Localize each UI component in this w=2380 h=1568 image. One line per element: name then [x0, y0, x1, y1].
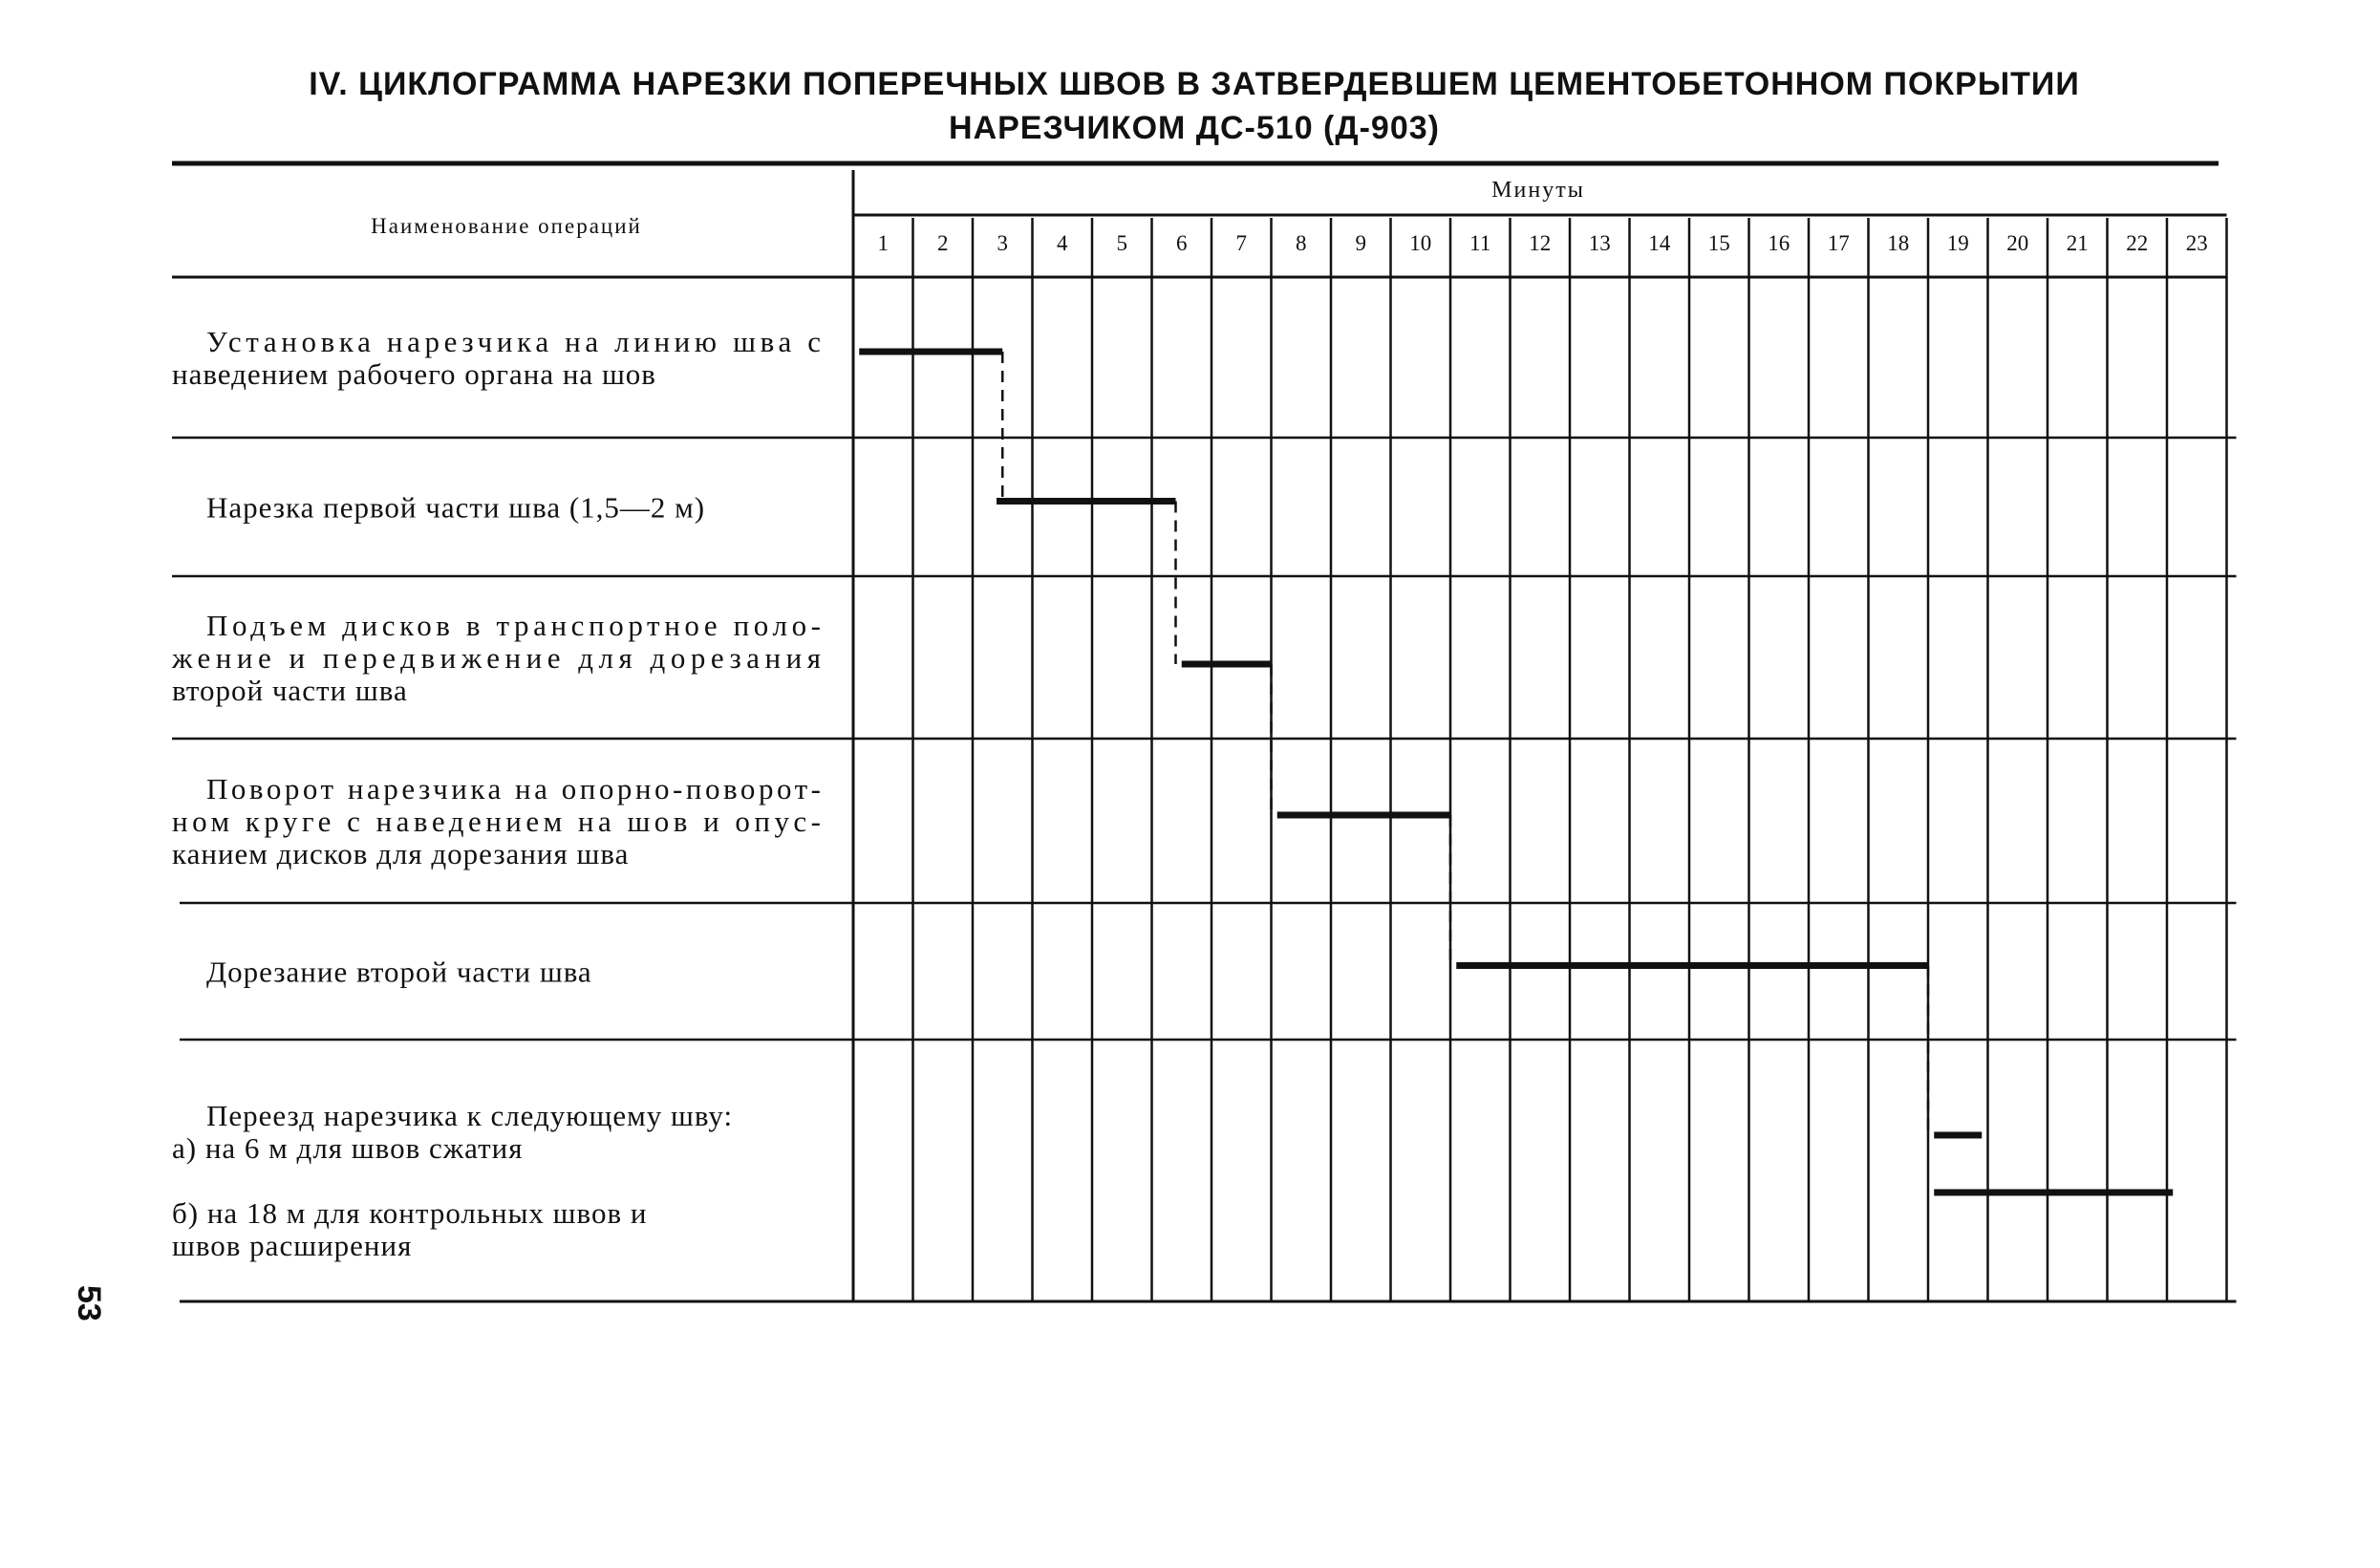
operation-rows [171, 325, 822, 1262]
operation-label-line: Поворот нарезчика на опорно-поворот- [206, 772, 822, 805]
minute-tick-label: 18 [1887, 231, 1910, 255]
minute-tick-label: 6 [1176, 231, 1188, 255]
minute-tick-label: 19 [1946, 231, 1969, 255]
minute-tick-label: 1 [877, 231, 889, 255]
page-number: 53 [71, 1285, 107, 1321]
operation-label-line: швов расширения [172, 1229, 413, 1262]
minute-tick-label: 2 [937, 231, 949, 255]
minute-tick-label: 11 [1469, 231, 1491, 255]
minute-tick-label: 15 [1707, 231, 1730, 255]
operation-label-line: жение и передвижение для дорезания [172, 641, 822, 675]
operation-label-line: Дорезание второй части шва [206, 955, 592, 989]
minute-tick-label: 12 [1529, 231, 1552, 255]
minute-tick-label: 23 [2185, 231, 2208, 255]
chart-title-line-2: НАРЕЗЧИКОМ ДС-510 (Д-903) [949, 110, 1440, 146]
minute-tick-label: 16 [1768, 231, 1790, 255]
minute-tick-label: 21 [2066, 231, 2089, 255]
minute-tick-label: 3 [997, 231, 1008, 255]
minute-tick-label: 10 [1409, 231, 1432, 255]
operation-label-line: Переезд нарезчика к следующему шву: [206, 1099, 734, 1132]
minute-tick-label: 9 [1355, 231, 1366, 255]
operation-label-line: Установка нарезчика на линию шва с [206, 325, 822, 358]
chart-title-line-1: IV. ЦИКЛОГРАММА НАРЕЗКИ ПОПЕРЕЧНЫХ ШВОВ В ЗАТВЕРДЕВШЕМ ЦЕМЕНТОБЕТОННОМ ПОКРЫТИИ [309, 66, 2080, 102]
operation-label-line: второй части шва [172, 674, 408, 707]
operation-label-line: б) на 18 м для контрольных швов и [172, 1196, 648, 1230]
minute-tick-label: 4 [1057, 231, 1068, 255]
operation-label-line: Подъем дисков в транспортное поло- [206, 609, 822, 642]
minute-tick-label: 20 [2006, 231, 2029, 255]
operation-label-line: Нарезка первой части шва (1,5—2 м) [206, 490, 706, 525]
time-axis-label: Минуты [1491, 178, 1585, 203]
minute-tick-label: 14 [1648, 231, 1671, 255]
minute-tick-label: 8 [1296, 231, 1307, 255]
operation-bars [859, 352, 2173, 1192]
operations-header: Наименование операций [371, 214, 642, 238]
minute-tick-label: 22 [2126, 231, 2149, 255]
minute-tick-label: 7 [1235, 231, 1247, 255]
operation-label-line: ном круге с наведением на шов и опус- [172, 805, 822, 838]
minute-tick-label: 5 [1116, 231, 1127, 255]
operation-label-line: наведением рабочего органа на шов [172, 357, 656, 391]
minute-tick-labels [878, 231, 2208, 255]
operation-label-line: канием дисков для дорезания шва [172, 837, 630, 870]
operation-label-line: а) на 6 м для швов сжатия [172, 1131, 524, 1165]
minute-tick-label: 13 [1588, 231, 1611, 255]
minute-tick-label: 17 [1827, 231, 1850, 255]
